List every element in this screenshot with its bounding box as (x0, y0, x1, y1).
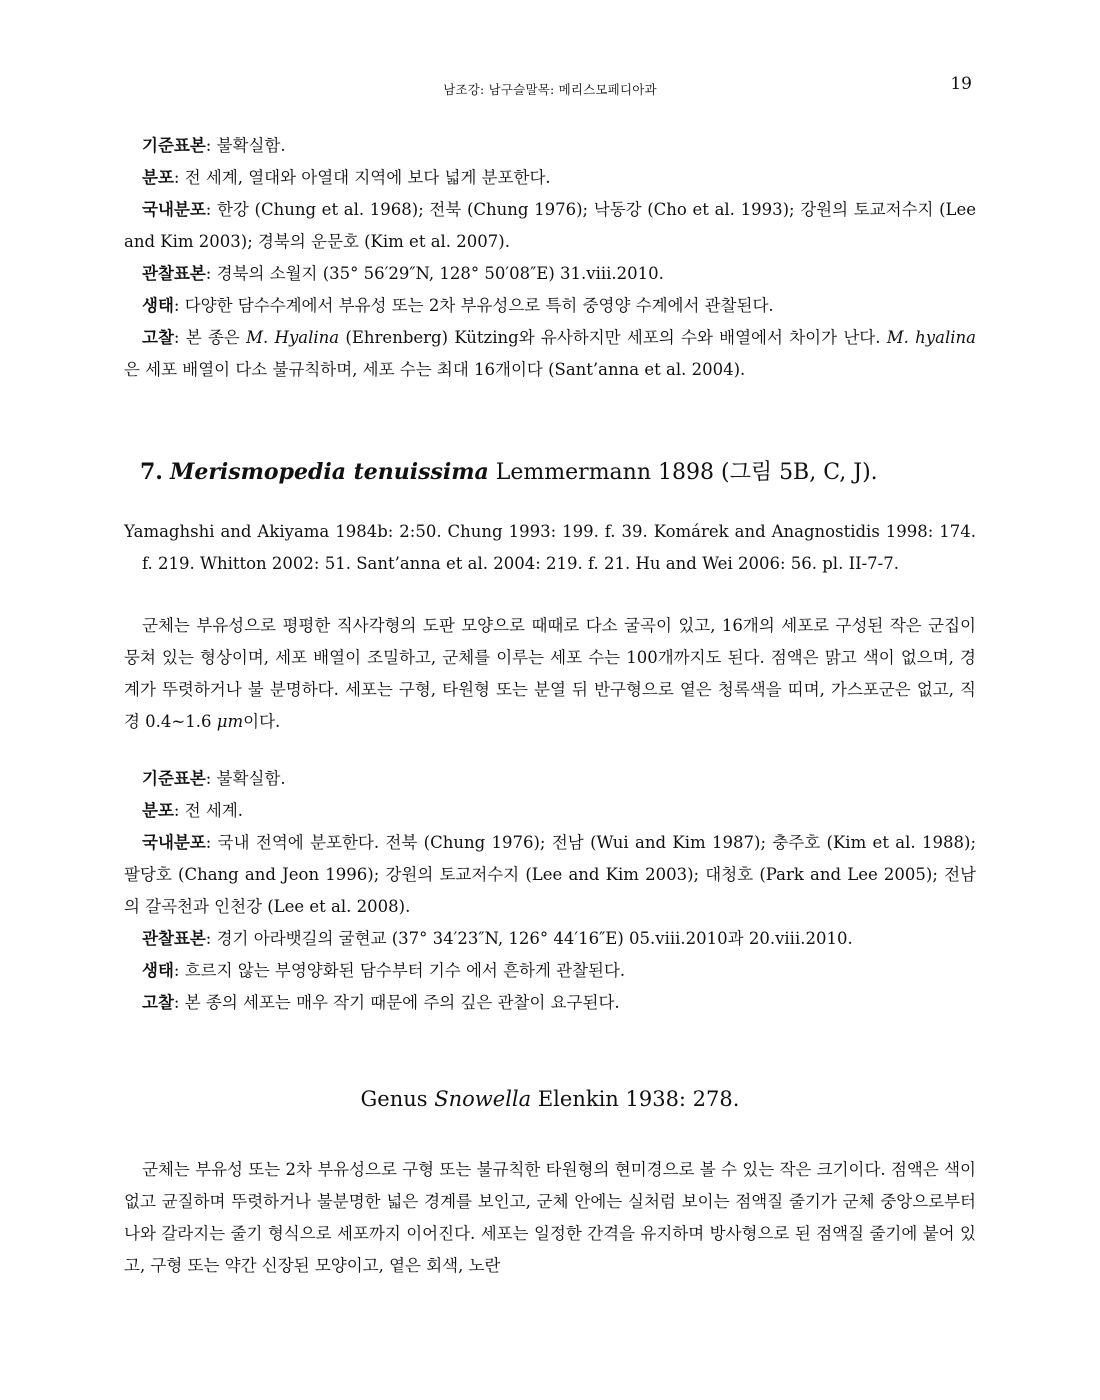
remarks-text: : 본 종의 세포는 매우 작기 때문에 주의 깊은 관찰이 요구된다. (173, 993, 620, 1012)
distribution-text: : 전 세계. (173, 801, 244, 820)
species-scientific-name: Merismopedia tenuissima (169, 459, 489, 485)
genus-name: Snowella (434, 1087, 532, 1111)
type-specimen-label: 기준표본 (142, 769, 206, 788)
genus-description (124, 1154, 976, 1282)
observed-specimen-text: : 경북의 소월지 (35° 56′29″N, 128° 50′08″E) 31.viii.2010. (205, 264, 664, 283)
ecology-text: : 다양한 담수수계에서 부유성 또는 2차 부유성으로 특히 중영양 수계에서 관찰된다. (173, 296, 774, 315)
species-heading (140, 455, 878, 486)
observed-specimen-text: : 경기 아라뱃길의 굴현교 (37° 34′23″N, 126° 44′16″E) 05.viii.2010과 20.viii.2010. (205, 929, 853, 948)
observed-specimen-label: 관찰표본 (142, 264, 206, 283)
type-specimen-paragraph (124, 763, 976, 795)
description-text: 군체는 부유성으로 평평한 직사각형의 도판 모양으로 때때로 다소 굴곡이 있고, 16개의 세포로 구성된 작은 군집이 뭉쳐 있는 형상이며, 세포 배열이 조밀하고, 군체를 이루는 세포 수는 100개까지도 된다. 점액은 맑고 색이 없으며, 경계가 뚜렷하거나 불 분명하다. 세포는 구형, 타원형 또는 분열 뒤 반구형으로 옅은 청록색을 띠며, 가스포군은 없고, 직경 0.4~1.6 (124, 616, 976, 731)
type-specimen-text: : 불확실함. (205, 769, 286, 788)
domestic-distribution-paragraph (124, 827, 976, 923)
distribution-label: 분포 (142, 801, 174, 820)
remarks-paragraph (124, 987, 976, 1019)
distribution-label: 분포 (142, 168, 174, 187)
page-header (124, 74, 976, 98)
genus-description-paragraph: 군체는 부유성 또는 2차 부유성으로 구형 또는 불규칙한 타원형의 현미경으로 볼 수 있는 작은 크기이다. 점액은 색이 없고 균질하며 뚜렷하거나 불분명한 넓은 경계를 보인고, 군체 안에는 실처럼 보이는 점액질 줄기가 군체 중앙으로부터 나와 갈라지는 줄기 형식으로 세포까지 이어진다. 세포는 일정한 간격을 유지하며 방사형으로 된 점액질 줄기에 붙어 있고, 구형 또는 약간 신장된 모양이고, 옅은 회색, 노란 (124, 1160, 976, 1275)
remarks-paragraph (124, 322, 976, 386)
species-references (124, 516, 976, 580)
type-specimen-label: 기준표본 (142, 136, 206, 155)
domestic-distribution-text: : 한강 (Chung et al. 1968); 전북 (Chung 1976); 낙동강 (Cho et al. 1993); 강원의 토교저수지 (Lee and Kim 2003); 경북의 운문호 (Kim et al. 2007). (124, 200, 976, 251)
remarks-species-name: M. hyalina (886, 328, 976, 347)
references-paragraph: Yamaghshi and Akiyama 1984b: 2:50. Chung 1993: 199. f. 39. Komárek and Anagnostidis 1998: 174. f. 219. Whitton 2002: 51. Sant’anna et al. 2004: 219. f. 21. Hu and Wei 2006: 56. pl. II-7-7. (124, 522, 976, 573)
observed-specimen-paragraph (124, 258, 976, 290)
remarks-species-name: M. Hyalina (246, 328, 340, 347)
remarks-label: 고찰 (142, 328, 174, 347)
species-details (124, 763, 976, 1019)
remarks-text: (Ehrenberg) Kützing와 유사하지만 세포의 수와 배열에서 차이가 난다. (339, 328, 887, 347)
ecology-paragraph (124, 955, 976, 987)
remarks-label: 고찰 (142, 993, 174, 1012)
genus-heading (124, 1087, 976, 1111)
ecology-label: 생태 (142, 961, 174, 980)
description-text-end: 이다. (243, 712, 281, 731)
document-page (124, 0, 976, 1400)
type-specimen-paragraph (124, 130, 976, 162)
distribution-paragraph (124, 795, 976, 827)
species-description (124, 610, 976, 738)
previous-species-details (124, 130, 976, 386)
remarks-text: : 본 종은 (173, 328, 247, 347)
description-unit: μm (216, 712, 244, 731)
domestic-distribution-label: 국내분포 (142, 200, 206, 219)
distribution-paragraph (124, 162, 976, 194)
genus-prefix: Genus (360, 1087, 435, 1111)
domestic-distribution-text: : 국내 전역에 분포한다. 전북 (Chung 1976); 전남 (Wui and Kim 1987); 충주호 (Kim et al. 1988); 팔당호 (Chang and Jeon 1996); 강원의 토교저수지 (Lee and Kim 2003); 대청호 (Park and Lee 2005); 전남의 갈곡천과 인천강 (Lee et al. 2008). (124, 833, 976, 916)
species-number: 7. (140, 459, 163, 485)
ecology-paragraph (124, 290, 976, 322)
ecology-label: 생태 (142, 296, 174, 315)
observed-specimen-paragraph (124, 923, 976, 955)
ecology-text: : 흐르지 않는 부영양화된 담수부터 기수 에서 흔하게 관찰된다. (173, 961, 626, 980)
species-author: Lemmermann 1898 (그림 5B, C, J). (488, 460, 878, 485)
domestic-distribution-label: 국내분포 (142, 833, 206, 852)
domestic-distribution-paragraph (124, 194, 976, 258)
remarks-text: 은 세포 배열이 다소 불규칙하며, 세포 수는 최대 16개이다 (Sant’anna et al. 2004). (124, 360, 746, 379)
running-title: 남조강: 남구슬말목: 메리스모페디아과 (443, 82, 657, 97)
genus-author: Elenkin 1938: 278. (531, 1087, 740, 1111)
observed-specimen-label: 관찰표본 (142, 929, 206, 948)
distribution-text: : 전 세계, 열대와 아열대 지역에 보다 넓게 분포한다. (173, 168, 551, 187)
page-number: 19 (950, 74, 972, 94)
type-specimen-text: : 불확실함. (205, 136, 286, 155)
description-paragraph (124, 610, 976, 738)
